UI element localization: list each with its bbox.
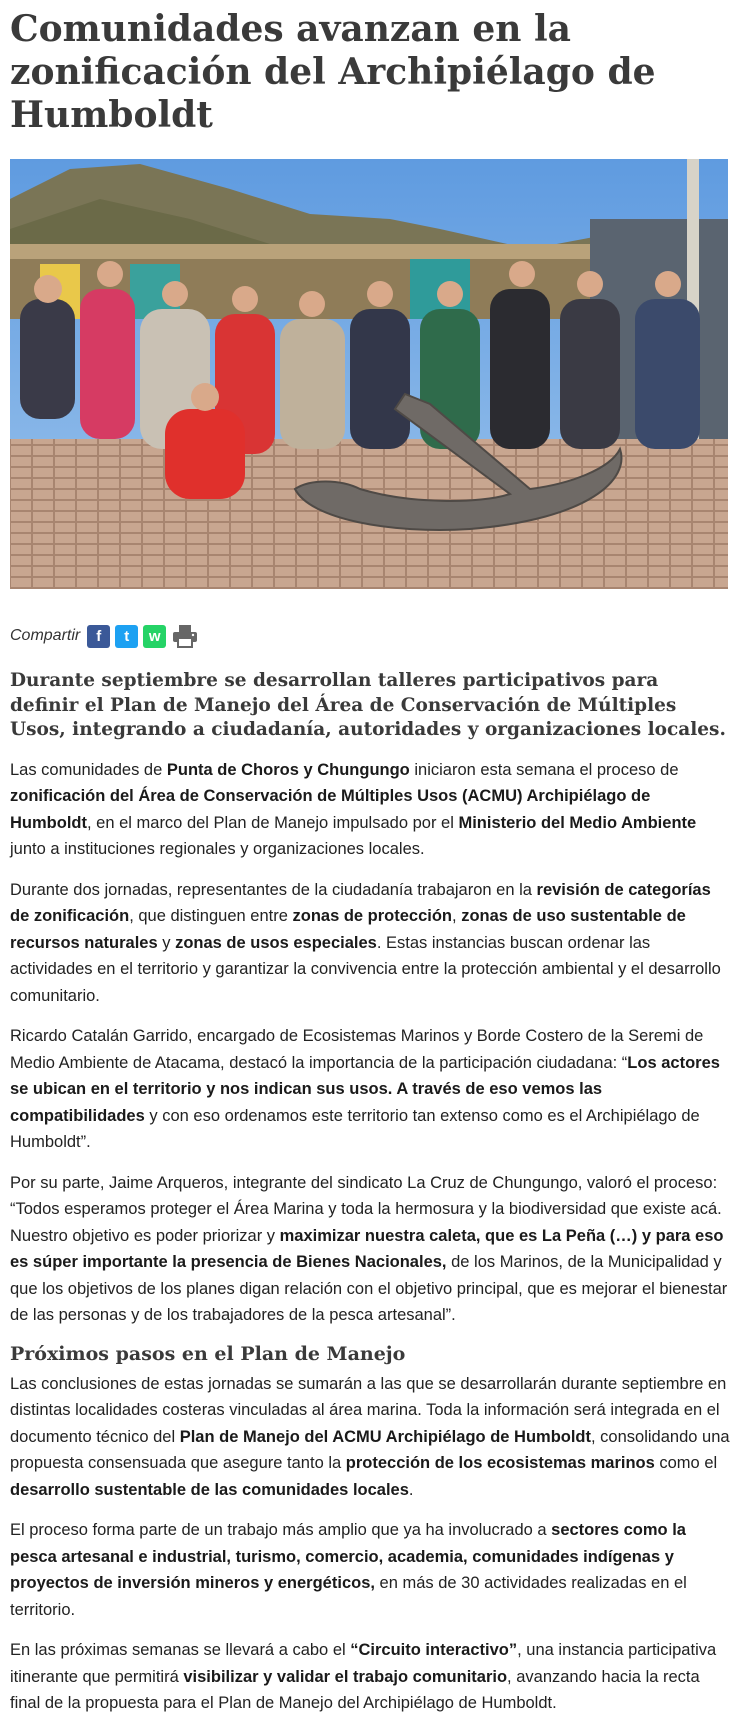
print-button[interactable] [171,625,199,648]
paragraph-6: El proceso forma parte de un trabajo más amplio que ya ha involucrado a sectores como la pesca artesanal e industrial, turismo, comercio, academia, comunidades indígenas y proyectos de inversión mineros y energéticos, en más de 30 actividades realizadas en el territorio. [10,1521,687,1619]
twitter-icon: t [124,627,130,645]
share-bar [10,621,730,651]
whatsapp-share-button[interactable] [143,625,166,648]
paragraph-7: En las próximas semanas se llevará a cabo el “Circuito interactivo”, una instancia participativa itinerante que permitirá visibilizar y validar el trabajo comunitario, avanzando hacia la recta final de la propuesta para el Plan de Manejo del Archipiélago de Humboldt. [10,1641,717,1712]
twitter-share-button[interactable] [115,625,138,648]
article-lead: Durante septiembre se desarrollan talleres participativos para definir el Plan de Manejo del Área de Conservación de Múltiples Usos, integrando a ciudadanía, autoridades y organizaciones locales. [10,670,726,740]
article-title: Comunidades avanzan en la zonificación del Archipiélago de Humboldt [10,8,656,136]
facebook-share-button[interactable] [87,625,110,648]
whatsapp-icon: w [148,627,161,645]
printer-icon [172,624,198,648]
share-label: Compartir [10,627,81,644]
paragraph-2: Durante dos jornadas, representantes de la ciudadanía trabajaron en la revisión de categorías de zonificación, que distinguen entre zonas de protección, zonas de uso sustentable de recursos naturales y zonas de usos especiales. Estas instancias buscan ordenar las actividades en el territorio y garantizar la convivencia entre la protección ambiental y el desarrollo comunitario. [10,880,721,1005]
facebook-icon: f [96,627,102,645]
paragraph-1: Las comunidades de Punta de Choros y Chungungo iniciaron esta semana el proceso de zonificación del Área de Conservación de Múltiples Usos (ACMU) Archipiélago de Humboldt, en el marco del Plan de Manejo impulsado por el Ministerio del Medio Ambiente junto a instituciones regionales y organizaciones locales. [10,760,697,858]
paragraph-3: Ricardo Catalán Garrido, encargado de Ecosistemas Marinos y Borde Costero de la Seremi de Medio Ambiente de Atacama, destacó la importancia de la participación ciudadana: “Los actores se ubican en el territorio y nos indican sus usos. A través de eso vemos las compatibilidades y con eso ordenamos este territorio tan extenso como es el Archipiélago de Humboldt”. [10,1027,720,1151]
article-photo [10,159,728,589]
article [0,4,740,1717]
paragraph-5: Las conclusiones de estas jornadas se sumarán a las que se desarrollarán durante septiembre en distintas localidades costeras vinculadas al área marina. Toda la información será integrada en el documento técnico del Plan de Manejo del ACMU Archipiélago de Humboldt, consolidando una propuesta consensuada que asegure tanto la protección de los ecosistemas marinos como el desarrollo sustentable de las comunidades locales. [10,1374,730,1499]
paragraph-4: Por su parte, Jaime Arqueros, integrante del sindicato La Cruz de Chungungo, valoró el proceso: “Todos esperamos proteger el Área Marina y toda la hermosura y la biodiversidad que existe acá. Nuestro objetivo es poder priorizar y maximizar nuestra caleta, que es La Peña (…) y para eso es súper importante la presencia de Bienes Nacionales, de los Marinos, de la Municipalidad y que los objetivos de los planes digan relación con el objetivo principal, que es mejorar el bienestar de las personas y de los trabajadores de la pesca artesanal”. [10,1173,728,1324]
subheading: Próximos pasos en el Plan de Manejo [10,1342,406,1365]
